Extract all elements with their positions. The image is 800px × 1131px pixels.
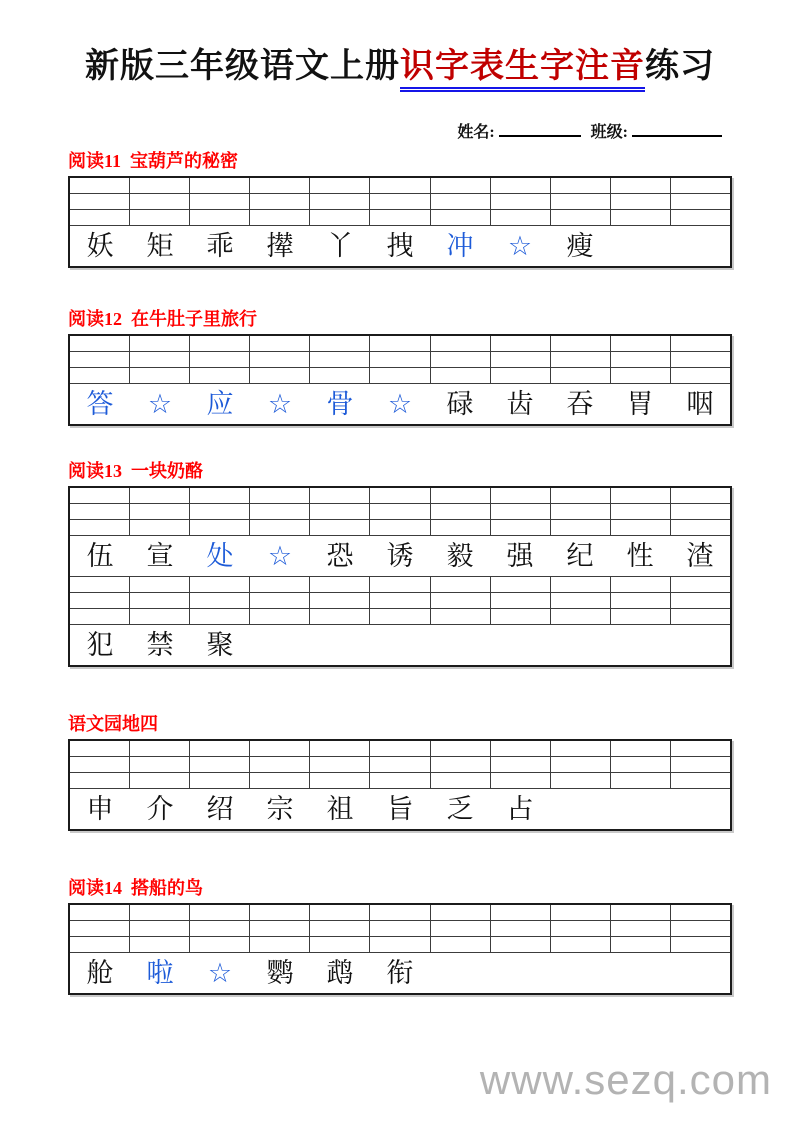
pinyin-cell [130, 741, 190, 756]
pinyin-cell [431, 368, 491, 383]
character-cell: 祖 [326, 793, 354, 824]
pinyin-cell [130, 210, 190, 225]
pinyin-cell [370, 336, 430, 351]
pinyin-cell [551, 593, 611, 608]
pinyin-cell [310, 210, 370, 225]
pinyin-cell [491, 352, 551, 367]
pinyin-cell [190, 773, 250, 788]
pinyin-cell [671, 609, 730, 624]
pinyin-cell [130, 609, 190, 624]
pinyin-cell [310, 352, 370, 367]
pinyin-cell [551, 609, 611, 624]
pinyin-cell [370, 368, 430, 383]
pinyin-cell [190, 488, 250, 503]
pinyin-cell [130, 194, 190, 209]
character-cell: 应 [206, 388, 234, 419]
pinyin-cell [70, 194, 130, 209]
character-cell: 绍 [206, 793, 234, 824]
pinyin-cell [431, 352, 491, 367]
pinyin-cell [671, 757, 730, 772]
pinyin-row [70, 593, 730, 609]
pinyin-cell [190, 210, 250, 225]
pinyin-cell [310, 757, 370, 772]
pinyin-cell [671, 352, 730, 367]
pinyin-cell [310, 488, 370, 503]
pinyin-cell [491, 609, 551, 624]
pinyin-cell [190, 937, 250, 952]
pinyin-cell [310, 905, 370, 920]
pinyin-row [70, 178, 730, 194]
pinyin-cell [310, 741, 370, 756]
pinyin-cell [431, 937, 491, 952]
pinyin-row [70, 520, 730, 536]
pinyin-cell [611, 336, 671, 351]
class-blank [632, 121, 722, 137]
pinyin-cell [491, 178, 551, 193]
pinyin-cell [70, 741, 130, 756]
pinyin-cell [70, 577, 130, 592]
pinyin-row [70, 757, 730, 773]
pinyin-cell [431, 577, 491, 592]
pinyin-cell [491, 577, 551, 592]
pinyin-cell [671, 504, 730, 519]
character-cell: 胃 [626, 388, 654, 419]
pinyin-cell [551, 937, 611, 952]
character-cell: 答 [86, 388, 114, 419]
pinyin-cell [370, 757, 430, 772]
pinyin-cell [611, 577, 671, 592]
pinyin-cell [250, 488, 310, 503]
pinyin-cell [551, 773, 611, 788]
pinyin-cell [130, 520, 190, 535]
star-character-cell: ☆ [207, 957, 233, 988]
character-cell: 旨 [386, 793, 414, 824]
pinyin-cell [370, 609, 430, 624]
pinyin-cell [310, 609, 370, 624]
pinyin-cell [611, 593, 671, 608]
pinyin-cell [671, 905, 730, 920]
pinyin-cell [250, 520, 310, 535]
pinyin-cell [671, 368, 730, 383]
pinyin-cell [130, 577, 190, 592]
pinyin-cell [491, 741, 551, 756]
pinyin-cell [611, 773, 671, 788]
character-cell: 诱 [386, 540, 414, 571]
pinyin-cell [491, 757, 551, 772]
pinyin-cell [190, 194, 250, 209]
pinyin-cell [491, 210, 551, 225]
section-heading-yuwenyuandi4: 语文园地四 [68, 713, 158, 734]
pinyin-cell [130, 352, 190, 367]
pinyin-cell [250, 504, 310, 519]
page-title [68, 0, 732, 89]
pinyin-row [70, 741, 730, 757]
character-row [70, 536, 730, 577]
pinyin-row [70, 773, 730, 789]
pinyin-cell [611, 368, 671, 383]
pinyin-cell [491, 194, 551, 209]
pinyin-cell [310, 520, 370, 535]
pinyin-cell [671, 593, 730, 608]
pinyin-row [70, 194, 730, 210]
pinyin-grid-yuedu13 [68, 486, 732, 667]
pinyin-cell [250, 773, 310, 788]
pinyin-cell [611, 352, 671, 367]
pinyin-cell [190, 577, 250, 592]
pinyin-cell [70, 520, 130, 535]
pinyin-cell [551, 741, 611, 756]
pinyin-cell [370, 773, 430, 788]
pinyin-cell [491, 336, 551, 351]
title-right: 练习 [645, 48, 715, 85]
pinyin-cell [611, 210, 671, 225]
section-heading-yuedu14: 阅读14 搭船的鸟 [68, 877, 203, 898]
pinyin-cell [611, 609, 671, 624]
pinyin-cell [70, 488, 130, 503]
pinyin-cell [611, 520, 671, 535]
pinyin-cell [370, 921, 430, 936]
section-heading-yuedu11: 阅读11 宝葫芦的秘密 [68, 150, 239, 171]
pinyin-grid-yuedu11 [68, 176, 732, 268]
pinyin-cell [190, 609, 250, 624]
character-cell: 咽 [686, 388, 714, 419]
pinyin-cell [250, 937, 310, 952]
pinyin-cell [70, 336, 130, 351]
pinyin-cell [250, 921, 310, 936]
character-cell: 骨 [326, 388, 354, 419]
pinyin-cell [551, 352, 611, 367]
pinyin-cell [671, 488, 730, 503]
pinyin-cell [491, 773, 551, 788]
name-label: 姓名: [457, 123, 495, 141]
title-left: 新版三年级语文上册 [85, 48, 400, 85]
pinyin-cell [671, 937, 730, 952]
pinyin-cell [190, 921, 250, 936]
pinyin-row [70, 577, 730, 593]
character-cell: 聚 [206, 629, 234, 660]
title-red-underlined: 识字表生字注音 [400, 48, 645, 92]
pinyin-cell [130, 504, 190, 519]
character-row [70, 789, 730, 829]
pinyin-cell [551, 210, 611, 225]
pinyin-cell [190, 593, 250, 608]
character-row [70, 625, 730, 665]
pinyin-cell [70, 210, 130, 225]
character-cell: 渣 [686, 540, 714, 571]
pinyin-cell [431, 905, 491, 920]
pinyin-cell [431, 741, 491, 756]
pinyin-cell [370, 577, 430, 592]
pinyin-cell [310, 336, 370, 351]
pinyin-cell [70, 593, 130, 608]
pinyin-cell [190, 905, 250, 920]
pinyin-cell [70, 504, 130, 519]
character-cell: 矩 [146, 230, 174, 261]
pinyin-cell [130, 773, 190, 788]
pinyin-cell [611, 741, 671, 756]
pinyin-cell [370, 593, 430, 608]
pinyin-cell [551, 520, 611, 535]
pinyin-row [70, 937, 730, 953]
pinyin-cell [310, 773, 370, 788]
pinyin-cell [190, 741, 250, 756]
pinyin-cell [491, 504, 551, 519]
character-cell: 乏 [446, 793, 474, 824]
pinyin-cell [250, 210, 310, 225]
pinyin-cell [370, 520, 430, 535]
pinyin-cell [130, 921, 190, 936]
pinyin-cell [370, 194, 430, 209]
pinyin-cell [190, 520, 250, 535]
character-cell: 瘦 [566, 230, 594, 261]
pinyin-cell [370, 937, 430, 952]
pinyin-cell [431, 488, 491, 503]
pinyin-cell [190, 178, 250, 193]
pinyin-cell [671, 336, 730, 351]
pinyin-cell [130, 178, 190, 193]
pinyin-cell [370, 504, 430, 519]
character-cell: 乖 [206, 230, 234, 261]
character-row [70, 953, 730, 993]
pinyin-cell [70, 757, 130, 772]
pinyin-cell [491, 905, 551, 920]
character-cell: 撵 [266, 230, 294, 261]
pinyin-cell [70, 352, 130, 367]
pinyin-cell [491, 368, 551, 383]
pinyin-cell [611, 488, 671, 503]
pinyin-cell [250, 368, 310, 383]
character-cell: 处 [206, 540, 234, 571]
pinyin-cell [310, 937, 370, 952]
pinyin-cell [370, 488, 430, 503]
character-cell: 齿 [506, 388, 534, 419]
character-cell: 伍 [86, 540, 114, 571]
pinyin-cell [250, 336, 310, 351]
character-cell: 丫 [326, 230, 354, 261]
pinyin-cell [250, 741, 310, 756]
pinyin-cell [611, 921, 671, 936]
pinyin-cell [310, 593, 370, 608]
pinyin-cell [70, 609, 130, 624]
character-cell: 碌 [446, 388, 474, 419]
character-cell: 强 [506, 540, 534, 571]
pinyin-cell [190, 352, 250, 367]
character-cell: 吞 [566, 388, 594, 419]
section-heading-yuedu13: 阅读13 一块奶酪 [68, 460, 203, 481]
pinyin-cell [551, 577, 611, 592]
pinyin-cell [370, 210, 430, 225]
character-cell: 宗 [266, 793, 294, 824]
pinyin-cell [130, 368, 190, 383]
pinyin-cell [611, 504, 671, 519]
pinyin-cell [491, 520, 551, 535]
pinyin-grid-yuedu12 [68, 334, 732, 426]
pinyin-cell [250, 194, 310, 209]
character-cell: 鹉 [326, 957, 354, 988]
pinyin-cell [491, 937, 551, 952]
pinyin-cell [370, 178, 430, 193]
pinyin-cell [190, 757, 250, 772]
pinyin-cell [431, 773, 491, 788]
pinyin-cell [310, 194, 370, 209]
pinyin-cell [70, 905, 130, 920]
pinyin-row [70, 336, 730, 352]
pinyin-cell [370, 905, 430, 920]
pinyin-cell [431, 757, 491, 772]
pinyin-cell [370, 741, 430, 756]
pinyin-cell [190, 368, 250, 383]
pinyin-cell [310, 368, 370, 383]
pinyin-row [70, 210, 730, 226]
pinyin-cell [551, 905, 611, 920]
pinyin-cell [250, 905, 310, 920]
pinyin-cell [431, 178, 491, 193]
star-character-cell: ☆ [147, 388, 173, 419]
pinyin-cell [431, 504, 491, 519]
pinyin-cell [310, 921, 370, 936]
pinyin-cell [130, 336, 190, 351]
pinyin-cell [70, 937, 130, 952]
character-cell: 鹦 [266, 957, 294, 988]
pinyin-cell [671, 178, 730, 193]
pinyin-cell [671, 921, 730, 936]
pinyin-cell [250, 757, 310, 772]
pinyin-cell [130, 488, 190, 503]
character-cell: 妖 [86, 230, 114, 261]
pinyin-cell [491, 593, 551, 608]
pinyin-cell [491, 488, 551, 503]
character-cell: 毅 [446, 540, 474, 571]
pinyin-cell [250, 577, 310, 592]
pinyin-cell [250, 609, 310, 624]
pinyin-cell [250, 178, 310, 193]
pinyin-cell [431, 336, 491, 351]
pinyin-cell [431, 210, 491, 225]
pinyin-cell [190, 504, 250, 519]
name-blank [499, 121, 581, 137]
pinyin-cell [551, 488, 611, 503]
pinyin-row [70, 352, 730, 368]
character-cell: 啦 [146, 957, 174, 988]
pinyin-cell [611, 937, 671, 952]
character-cell: 恐 [326, 540, 354, 571]
pinyin-cell [611, 178, 671, 193]
pinyin-row [70, 609, 730, 625]
pinyin-cell [671, 194, 730, 209]
pinyin-cell [70, 921, 130, 936]
pinyin-row [70, 488, 730, 504]
pinyin-cell [130, 757, 190, 772]
character-cell: 介 [146, 793, 174, 824]
pinyin-cell [671, 741, 730, 756]
pinyin-cell [431, 520, 491, 535]
pinyin-cell [250, 593, 310, 608]
pinyin-row [70, 905, 730, 921]
character-cell: 宣 [146, 540, 174, 571]
character-cell: 申 [86, 793, 114, 824]
pinyin-cell [611, 905, 671, 920]
pinyin-cell [611, 757, 671, 772]
pinyin-cell [551, 504, 611, 519]
section-heading-yuedu12: 阅读12 在牛肚子里旅行 [68, 308, 257, 329]
character-cell: 冲 [446, 230, 474, 261]
character-cell: 禁 [146, 629, 174, 660]
pinyin-cell [370, 352, 430, 367]
name-class-line [68, 119, 732, 142]
watermark: www.sezq.com [479, 1056, 772, 1103]
pinyin-cell [70, 368, 130, 383]
pinyin-cell [491, 921, 551, 936]
star-character-cell: ☆ [387, 388, 413, 419]
pinyin-cell [431, 921, 491, 936]
star-character-cell: ☆ [507, 230, 533, 261]
pinyin-cell [671, 577, 730, 592]
pinyin-row [70, 921, 730, 937]
class-label: 班级: [590, 123, 628, 141]
pinyin-cell [551, 757, 611, 772]
pinyin-cell [431, 593, 491, 608]
character-cell: 衔 [386, 957, 414, 988]
character-cell: 占 [506, 793, 534, 824]
pinyin-cell [671, 520, 730, 535]
pinyin-row [70, 504, 730, 520]
character-cell: 拽 [386, 230, 414, 261]
pinyin-cell [130, 593, 190, 608]
pinyin-cell [671, 210, 730, 225]
character-cell: 纪 [566, 540, 594, 571]
pinyin-cell [310, 178, 370, 193]
pinyin-cell [70, 773, 130, 788]
pinyin-cell [611, 194, 671, 209]
character-cell: 舱 [86, 957, 114, 988]
pinyin-cell [70, 178, 130, 193]
pinyin-cell [551, 194, 611, 209]
pinyin-cell [431, 609, 491, 624]
pinyin-cell [190, 336, 250, 351]
pinyin-cell [551, 368, 611, 383]
pinyin-row [70, 368, 730, 384]
pinyin-cell [310, 504, 370, 519]
pinyin-cell [551, 921, 611, 936]
pinyin-grid-yuwenyuandi4 [68, 739, 732, 831]
pinyin-cell [310, 577, 370, 592]
star-character-cell: ☆ [267, 540, 293, 571]
pinyin-cell [130, 905, 190, 920]
character-cell: 性 [626, 540, 654, 571]
character-row [70, 226, 730, 266]
character-row [70, 384, 730, 424]
pinyin-grid-yuedu14 [68, 903, 732, 995]
pinyin-cell [671, 773, 730, 788]
pinyin-cell [130, 937, 190, 952]
pinyin-cell [250, 352, 310, 367]
pinyin-cell [551, 178, 611, 193]
pinyin-cell [551, 336, 611, 351]
character-cell: 犯 [86, 629, 114, 660]
pinyin-cell [431, 194, 491, 209]
star-character-cell: ☆ [267, 388, 293, 419]
